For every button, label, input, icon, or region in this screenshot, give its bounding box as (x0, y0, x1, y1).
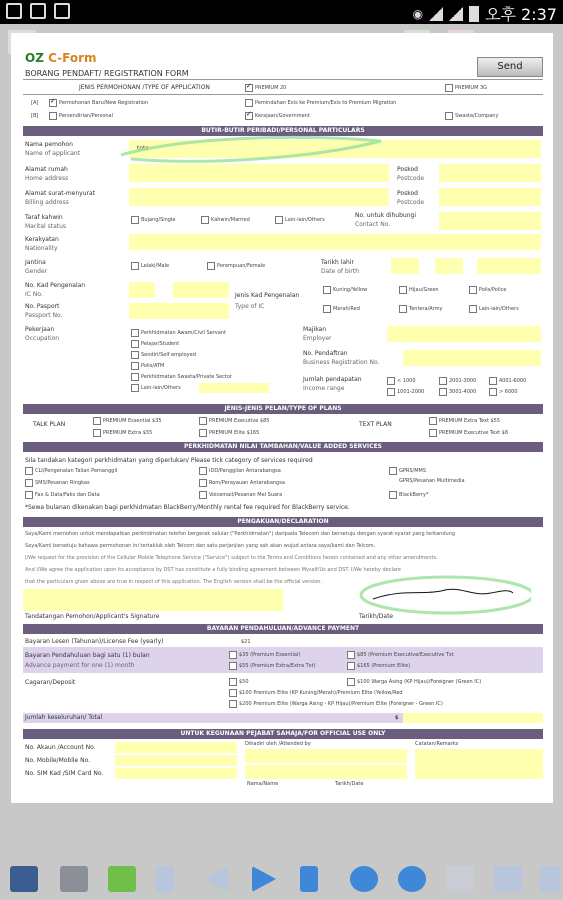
total-field[interactable] (403, 713, 543, 723)
previous-page-icon[interactable] (204, 866, 228, 892)
checkbox-dep-elite[interactable] (229, 689, 237, 697)
vas-cli-label: CLI/Pengenalan Talian Pemanggil (35, 468, 118, 474)
bottom-toolbar (0, 856, 563, 900)
fit-width-icon[interactable] (494, 866, 522, 892)
checkbox-vas-sms[interactable] (25, 479, 33, 487)
name-label-en: Name of applicant (25, 150, 81, 157)
ic-type-label-en: Type of IC (235, 303, 265, 310)
declaration-text-1: Saya/Kami memohon untuk mendapatkan perkhidmatan telefon bergerak selular ("Perkhidmatan") daripada Telecom dan bersetuju dengan syarat-syarat yang terkandung (25, 531, 456, 537)
battery-icon (469, 6, 479, 22)
checkbox-income-2[interactable] (439, 377, 447, 385)
sim-field[interactable] (115, 768, 237, 779)
checkbox-new-registration[interactable] (49, 99, 57, 107)
remarks-field[interactable] (415, 749, 543, 779)
billing-address-label-en: Billing address (25, 199, 69, 206)
billing-postcode-field[interactable] (439, 188, 541, 206)
attended-label: Dihadiri oleh /Attended by (245, 741, 311, 747)
government-label: Kerajaan/Government (255, 113, 310, 119)
name-label: Nama pemohon (25, 141, 73, 148)
checkbox-single[interactable] (131, 216, 139, 224)
passport-label-en: Passport No. (25, 312, 63, 319)
single-label: Bujang/Single (141, 217, 176, 223)
ic-type-label: Jenis Kad Pengenalan (235, 292, 300, 299)
income-opt-4: 1001-2000 (397, 389, 425, 395)
form-title: BORANG PENDAFT/ REGISTRATION FORM (25, 69, 189, 78)
ic-field-part1[interactable] (129, 282, 155, 298)
row-a-code: [A] (31, 100, 39, 106)
talk-executive-label: PREMIUM Executive $85 (209, 418, 270, 424)
talk-extra-label: PREMIUM Extra $55 (103, 430, 153, 436)
total-symbol: $ (395, 715, 399, 721)
ic-police-label: Polis/Police (479, 287, 507, 293)
employer-label: Majikan (303, 326, 327, 333)
migration-label: Pemindahan Exis ke Premium/Exis to Premium Migration (255, 100, 397, 106)
date-label: Tarikh/Date (359, 613, 394, 620)
checkbox-text-extra[interactable] (429, 417, 437, 425)
zoom-out-icon[interactable] (350, 866, 378, 892)
checkbox-ic-others[interactable] (469, 305, 477, 313)
text-plan-label: TEXT PLAN (359, 421, 392, 428)
adv-executive-label: $85 (Premium Executive/Executive Txt (357, 652, 454, 658)
checkbox-dep-50[interactable] (229, 678, 237, 686)
checkbox-migration[interactable] (245, 99, 253, 107)
checkbox-talk-essential[interactable] (93, 417, 101, 425)
declaration-text-4: And I/We agree the application upon its acceptance by DST has constitute a fully binding agreement between Myself/Us and DST. I/We hereby declare (25, 567, 401, 573)
adv-essential-label: $35 (Premium Essential) (239, 652, 301, 658)
row-b-code: [B] (31, 113, 39, 119)
nationality-label: Kerakyatan (25, 236, 59, 243)
occ-police-label: Polis/ATM (141, 363, 165, 369)
send-button[interactable]: Send (477, 57, 543, 77)
home-address-label-en: Home address (25, 175, 69, 182)
signature-label: Tandatangan Pemohon/Applicant's Signature (25, 613, 160, 620)
checkbox-ic-police[interactable] (469, 286, 477, 294)
marital-label: Taraf kahwin (25, 214, 63, 221)
vas-roam-label: Rom/Perayauan Antarabangsa (209, 480, 285, 486)
employer-label-en: Employer (303, 335, 332, 342)
ic-green-label: Hijau/Green (409, 287, 439, 293)
dob-month-field[interactable] (435, 258, 463, 274)
checkbox-income-6[interactable] (489, 388, 497, 396)
eye-icon: ◉ (412, 6, 424, 21)
checkbox-adv-elite[interactable] (347, 662, 355, 670)
checkbox-income-1[interactable] (387, 377, 395, 385)
checkbox-premium20[interactable] (245, 84, 253, 92)
application-type-label: JENIS PERMOHONAN /TYPE OF APPLICATION (79, 84, 210, 91)
section-vas: PERKHIDMATAN NILAI TAMBAHAN/VALUE ADDED SERVICES (23, 442, 543, 452)
checkbox-dep-foreigner[interactable] (347, 678, 355, 686)
declaration-text-3: I/We request for the provision of the Cellular Mobile Telephone Service ("Service") subject to the Terms and Conditions herein contained and any other amendments. (25, 555, 438, 561)
passport-label: No. Pasport (25, 303, 60, 310)
checkbox-married[interactable] (201, 216, 209, 224)
last-page-icon[interactable] (300, 866, 318, 892)
ic-label: No. Kad Pengenalan (25, 282, 86, 289)
declaration-text-5: that the particulars given above are true in respect of this application. The English version shall be the official version. (25, 579, 323, 585)
fit-page-icon[interactable] (540, 866, 560, 892)
checkbox-vas-idd[interactable] (199, 467, 207, 475)
checkbox-occ-student[interactable] (131, 340, 139, 348)
wifi-icon (429, 7, 443, 21)
checkbox-vas-blackberry[interactable] (389, 491, 397, 499)
checkbox-income-4[interactable] (387, 388, 395, 396)
ic-others-label: Lain-lain/Others (479, 306, 519, 312)
signature-field[interactable] (23, 589, 283, 611)
logo: OZ C-Form (25, 51, 97, 65)
income-opt-1: < 1000 (397, 378, 416, 384)
premium20-label: PREMIUM 20 (255, 85, 287, 91)
clock: 오후 2:37 (485, 5, 557, 24)
checkbox-talk-executive[interactable] (199, 417, 207, 425)
vas-instruction: Sila tandakan kategori perkhidmatan yang diperlukan/ Please tick category of services required (25, 457, 313, 464)
talk-essential-label: PREMIUM Essential $35 (103, 418, 162, 424)
company-label: Swasta/Company (455, 113, 499, 119)
section-declaration: PENGAKUAN/DECLARATION (23, 517, 543, 527)
ic-army-label: Tentera/Army (409, 306, 443, 312)
clipboard-icon (54, 3, 70, 19)
dep-elite-label: $100 Premium Elite (KP Kuning/Merah)/Premium Elite (Yellow/Red (239, 690, 403, 696)
vas-mms-label: GPRS/Pesanan Multimedia (399, 478, 465, 484)
checkbox-ic-red[interactable] (323, 305, 331, 313)
deposit-label: Cagaran/Deposit (25, 679, 76, 686)
bizreg-label: No. Pendaftran (303, 350, 348, 357)
postcode-label-en: Postcode (397, 199, 425, 206)
checkbox-government[interactable] (245, 112, 253, 120)
billing-address-field[interactable] (129, 188, 389, 206)
total-label: Jumlah keseluruhan/ Total (25, 714, 103, 721)
marital-others-label: Lain-lain/Others (285, 217, 325, 223)
dob-year-field[interactable] (477, 258, 541, 274)
sim-label: No. SIM Kad /SIM Card No. (25, 770, 104, 777)
occ-civil-label: Perkhidmatan Awam/Civil Servant (141, 330, 226, 336)
gender-label: Jantina (25, 259, 46, 266)
personal-label: Persendirian/Personal (59, 113, 113, 119)
checkbox-vas-cli[interactable] (25, 467, 33, 475)
section-advance: BAYARAN PENDAHULUAN/ADVANCE PAYMENT (23, 624, 543, 634)
contact-label-en: Contact No. (355, 221, 391, 228)
vas-gprs-label: GPRS/MMS (399, 468, 427, 474)
remarks-label: Catatan/Remarks (415, 741, 459, 747)
occupation-label-en: Occupation (25, 335, 60, 342)
contact-label: No. untuk dihubungi (355, 212, 416, 219)
checkbox-occ-police[interactable] (131, 362, 139, 370)
ic-label-en: IC No. (25, 291, 43, 298)
checkbox-occ-private[interactable] (131, 373, 139, 381)
married-label: Kahwin/Married (211, 217, 250, 223)
occ-others-label: Lain-lain/Others (141, 385, 181, 391)
marital-label-en: Marital status (25, 223, 67, 230)
income-opt-3: 4001-6000 (499, 378, 527, 384)
bizreg-label-en: Business Registration No. (303, 359, 380, 366)
vas-voicemail-label: Voicemail/Pesanan Mel Suara (209, 492, 283, 498)
checkbox-ic-yellow[interactable] (323, 286, 331, 294)
checkbox-occ-civil[interactable] (131, 329, 139, 337)
checkbox-talk-extra[interactable] (93, 429, 101, 437)
occ-others-field[interactable] (199, 383, 269, 393)
database-icon[interactable] (60, 866, 88, 892)
checkbox-adv-essential[interactable] (229, 651, 237, 659)
employer-field[interactable] (387, 326, 541, 342)
vas-note: *Sewa bulanan dikenakan bagi perkhidmatan BlackBerry/Monthly rental fee required for BlackBerry service. (25, 504, 350, 511)
section-personal: BUTIR-BUTIR PERIBADI/PERSONAL PARTICULARS (23, 126, 543, 136)
dob-label-en: Date of birth (321, 268, 360, 275)
official-date-label: Tarikh/Date (335, 781, 364, 787)
home-postcode-field[interactable] (439, 164, 541, 182)
checkbox-text-executive[interactable] (429, 429, 437, 437)
home-address-label: Alamat rumah (25, 166, 68, 173)
nationality-label-en: Nationality (25, 245, 58, 252)
checkbox-dep-elite-foreigner[interactable] (229, 700, 237, 708)
income-opt-2: 2001-3000 (449, 378, 477, 384)
occ-student-label: Pelajar/Student (141, 341, 180, 347)
home-address-field[interactable] (129, 164, 389, 182)
advance-label-en: Advance payment for one (1) month (25, 662, 135, 669)
text-extra-label: PREMIUM Extra Text $55 (439, 418, 501, 424)
income-label-en: Income range (303, 385, 345, 392)
print-icon[interactable] (446, 866, 474, 892)
ic-red-label: Merah/Red (333, 306, 360, 312)
checkbox-premium3g[interactable] (445, 84, 453, 92)
dob-label: Tarikh lahir (321, 259, 354, 266)
declaration-text-2: Saya/Kami bersetuju bahawa permohonan ini tertakluk oleh Telcom dan satu perjanjian yang sah akan wujud antara saya/kami dan Telcom. (25, 543, 376, 549)
premium3g-label: PREMIUM 3G (455, 85, 488, 91)
dep-foreigner-label: $100 Warga Asing (KP Hijau)/Foreigner (Green IC) (357, 679, 482, 685)
name-highlight-stroke (111, 129, 391, 169)
income-opt-6: > 6000 (499, 389, 518, 395)
section-plans: JENIS-JENIS PELAN/TYPE OF PLANS (23, 404, 543, 414)
checkbox-female[interactable] (207, 262, 215, 270)
nationality-field[interactable] (129, 234, 541, 250)
dep-elite-foreigner-label: $200 Premium Elite (Warga Asing - KP Hijau)/Premium Elite (Foreigner - Green IC) (239, 701, 443, 707)
status-bar (0, 0, 563, 24)
checkbox-occ-others[interactable] (131, 384, 139, 392)
vas-idd-label: IDD/Panggilan Antarabangsa (209, 468, 281, 474)
adv-elite-label: $165 (Premium Elite) (357, 663, 411, 669)
form-page (11, 33, 553, 803)
search-icon[interactable] (108, 866, 136, 892)
billing-address-label: Alamat surat-menyurat (25, 190, 96, 197)
zoom-in-icon[interactable] (398, 866, 426, 892)
checkbox-occ-self[interactable] (131, 351, 139, 359)
signature-stroke (351, 569, 531, 619)
save-icon[interactable] (10, 866, 38, 892)
contact-field[interactable] (439, 212, 541, 230)
text-executive-label: PREMIUM Executive Text $8 (439, 430, 508, 436)
checkbox-company[interactable] (445, 112, 453, 120)
next-page-icon[interactable] (252, 866, 276, 892)
checkbox-adv-executive[interactable] (347, 651, 355, 659)
signal-icon (449, 7, 463, 21)
checkbox-ic-green[interactable] (399, 286, 407, 294)
vas-blackberry-label: BlackBerry* (399, 492, 429, 498)
gender-label-en: Gender (25, 268, 48, 275)
talk-elite-label: PREMIUM Elite $165 (209, 430, 260, 436)
checkbox-male[interactable] (131, 262, 139, 270)
screenshot-icon (30, 3, 46, 19)
adv-extra-label: $55 (Premium Extra/Extra Txt) (239, 663, 316, 669)
male-label: Lelaki/Male (141, 263, 170, 269)
new-registration-label: Permohonan Baru/New Registration (59, 100, 149, 106)
checkbox-personal[interactable] (49, 112, 57, 120)
advance-label: Bayaran Pendahuluan bagi satu (1) bulan (25, 652, 150, 659)
income-label: Jumlah pendapatan (303, 376, 362, 383)
dep-50-label: $50 (239, 679, 249, 685)
advance-payment-row (23, 647, 543, 673)
occ-private-label: Perkhidmatan Swasta/Private Sector (141, 374, 233, 380)
checkbox-vas-fax[interactable] (25, 491, 33, 499)
mobile-field[interactable] (115, 755, 237, 766)
checkbox-marital-others[interactable] (275, 216, 283, 224)
checkbox-vas-roam[interactable] (199, 479, 207, 487)
postcode-label: Poskod (397, 190, 418, 197)
name-field[interactable]: toto (129, 140, 541, 158)
dob-day-field[interactable] (391, 258, 419, 274)
account-label: No. Akaun /Account No. (25, 744, 96, 751)
ic-yellow-label: Kuning/Yellow (333, 287, 368, 293)
checkbox-income-3[interactable] (489, 377, 497, 385)
divider (23, 94, 543, 95)
attended-field[interactable] (245, 749, 407, 763)
passport-field[interactable] (129, 303, 229, 319)
postcode-label-en: Postcode (397, 175, 425, 182)
license-fee-label: Bayaran Lesen (Tahunan)/License Fee (yearly) (25, 638, 164, 645)
section-official: UNTUK KEGUNAAN PEJABAT SAHAJA/FOR OFFICIAL USE ONLY (23, 729, 543, 739)
income-opt-5: 3001-4000 (449, 389, 477, 395)
checkbox-adv-extra[interactable] (229, 662, 237, 670)
notification-icon (6, 3, 22, 19)
bizreg-field[interactable] (403, 350, 541, 366)
ic-field-part2[interactable] (173, 282, 229, 298)
checkbox-ic-army[interactable] (399, 305, 407, 313)
occ-self-label: Sendiri/Self employed (141, 352, 196, 358)
first-page-icon[interactable] (156, 866, 174, 892)
checkbox-talk-elite[interactable] (199, 429, 207, 437)
occupation-label: Pekerjaan (25, 326, 55, 333)
checkbox-vas-gprs[interactable] (389, 467, 397, 475)
mobile-label: No. Mobile/Mobile No. (25, 757, 91, 764)
attended-sign-field[interactable] (245, 765, 407, 779)
divider (23, 79, 543, 80)
talk-plan-label: TALK PLAN (33, 421, 66, 428)
vas-fax-label: Fax & Data/Faks dan Data (35, 492, 100, 498)
checkbox-income-5[interactable] (439, 388, 447, 396)
checkbox-vas-voicemail[interactable] (199, 491, 207, 499)
postcode-label: Poskod (397, 166, 418, 173)
female-label: Perempuan/Female (217, 263, 266, 269)
official-name-label: Nama/Name (247, 781, 279, 787)
vas-sms-label: SMS/Pesanan Ringkas (35, 480, 90, 486)
license-fee-amount: $21 (241, 639, 251, 645)
account-field[interactable] (115, 742, 237, 753)
